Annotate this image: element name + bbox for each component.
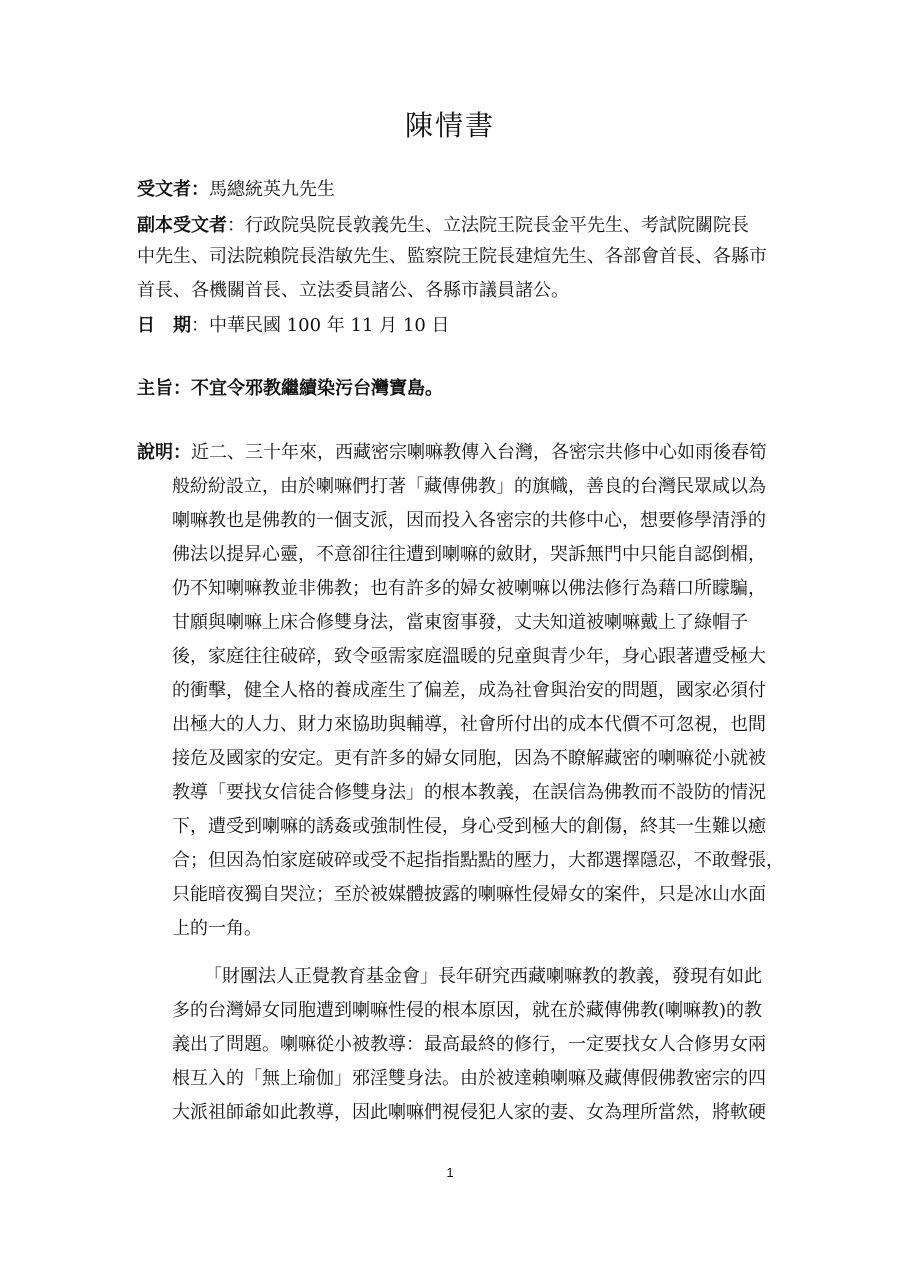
explanation-line-5: 仍不知喇嘛教並非佛教；也有許多的婦女被喇嘛以佛法修行為藉口所矇騙， (172, 578, 766, 599)
explanation-line-6: 甘願與喇嘛上床合修雙身法，當東窗事發，丈夫知道被喇嘛戴上了綠帽子 (172, 612, 748, 633)
explanation-line-4: 佛法以提昇心靈，不意卻往往遭到喇嘛的斂財，哭訴無門中只能自認倒楣， (172, 544, 766, 565)
subject-line (137, 372, 777, 406)
explanation-line-14: 只能暗夜獨自哭泣；至於被媒體披露的喇嘛性侵婦女的案件，只是冰山水面 (172, 884, 766, 905)
explanation-line-7: 後，家庭往往破碎，致令亟需家庭溫暖的兒童與青少年，身心跟著遭受極大 (172, 646, 766, 667)
paragraph2-line-2: 多的台灣婦女同胞遭到喇嘛性侵的根本原因，就在於藏傳佛教(喇嘛教)的教 (172, 1000, 763, 1021)
explanation-line-2: 般紛紛設立，由於喇嘛們打著「藏傳佛教」的旗幟，善良的台灣民眾咸以為 (172, 476, 766, 497)
explanation-line-9: 出極大的人力、財力來協助與輔導，社會所付出的成本代價不可忽視，也間 (172, 714, 766, 735)
paragraph2-line-3: 義出了問題。喇嘛從小被教導：最高最終的修行，一定要找女人合修男女兩 (172, 1034, 766, 1055)
subject-label: 主旨： (137, 378, 191, 399)
paragraph2-line-5: 大派祖師爺如此教導，因此喇嘛們視侵犯人家的妻、女為理所當然，將軟硬 (172, 1102, 766, 1123)
cc-line-3: 首長、各機關首長、立法委員諸公、各縣市議員諸公。 (137, 280, 569, 301)
recipient-label: 受文者： (137, 179, 209, 200)
cc-text-1: ：行政院吳院長敦義先生、立法院王院長金平先生、考試院關院長 (227, 215, 749, 236)
page-number: 1 (446, 1165, 454, 1180)
explanation-line-3: 喇嘛教也是佛教的一個支派，因而投入各密宗的共修中心，想要修學清淨的 (172, 510, 766, 531)
recipient-line (137, 173, 777, 207)
explanation-line-11: 教導「要找女信徒合修雙身法」的根本教義，在誤信為佛教而不設防的情況 (172, 782, 766, 803)
explanation-line-8: 的衝擊，健全人格的養成產生了偏差，成為社會與治安的問題，國家必須付 (172, 680, 766, 701)
date-line (137, 309, 777, 343)
cc-line-2: 中先生、司法院賴院長浩敏先生、監察院王院長建煊先生、各部會首長、各縣市 (137, 246, 767, 267)
explanation-text-1: 近二、三十年來，西藏密宗喇嘛教傳入台灣，各密宗共修中心如雨後春筍 (191, 442, 767, 463)
explanation-label: 說明： (137, 442, 191, 463)
explanation-line-1 (137, 436, 777, 470)
date-value: ：中華民國 100 年 11 月 10 日 (191, 315, 450, 336)
paragraph2-line-4: 根互入的「無上瑜伽」邪淫雙身法。由於被達賴喇嘛及藏傳假佛教密宗的四 (172, 1068, 766, 1089)
paragraph2-line-1: 「財團法人正覺教育基金會」長年研究西藏喇嘛教的教義，發現有如此 (204, 966, 762, 987)
explanation-line-15: 上的一角。 (172, 918, 262, 939)
recipient-value: 馬總統英九先生 (209, 179, 335, 200)
explanation-line-13: 合；但因為怕家庭破碎或受不起指指點點的壓力，大都選擇隱忍，不敢聲張， (172, 850, 784, 871)
subject-text: 不宜令邪教繼續染污台灣寶島。 (191, 378, 443, 399)
document-title: 陳情書 (404, 109, 495, 142)
explanation-line-10: 接危及國家的安定。更有許多的婦女同胞，因為不瞭解藏密的喇嘛從小就被 (172, 748, 766, 769)
cc-line-1 (137, 209, 777, 243)
date-label: 日 期 (137, 315, 191, 336)
explanation-line-12: 下，遭受到喇嘛的誘姦或強制性侵，身心受到極大的創傷，終其一生難以癒 (172, 816, 766, 837)
cc-label: 副本受文者 (137, 215, 227, 236)
